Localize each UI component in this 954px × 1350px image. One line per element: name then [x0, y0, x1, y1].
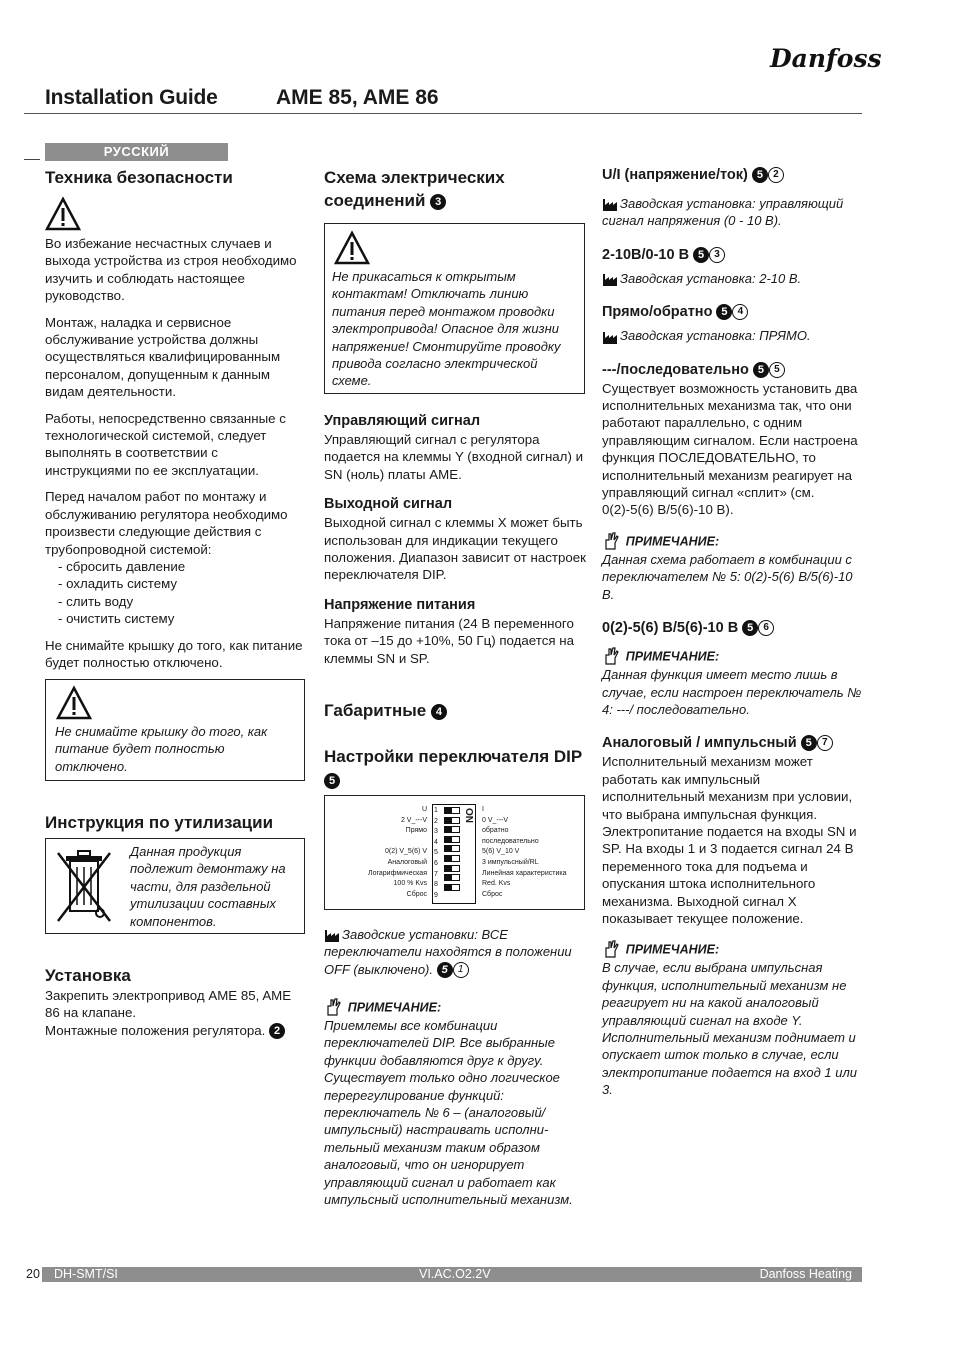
dip-switch [444, 874, 460, 881]
dip-left-label: 2 V_---V [400, 816, 427, 824]
figure-number: 3 [430, 194, 446, 210]
split-note: Данная функция имеет место лишь в случае, если настроен переключатель № 4: ---/ последовательно. [602, 667, 862, 717]
hand-note-icon [602, 646, 622, 666]
dip-title [324, 745, 586, 791]
dip-number: 2 [434, 817, 438, 825]
split-title [602, 619, 864, 638]
figure-number: 5 [801, 735, 817, 751]
sequence-title [602, 361, 864, 380]
analog-pulse-title [602, 734, 864, 753]
disposal-box [45, 838, 305, 934]
figure-sub-number: 2 [768, 167, 784, 183]
warning-icon [45, 197, 81, 231]
dip-right-label: Линейная характеристика [482, 869, 567, 877]
dip-switch-knob [445, 808, 452, 813]
dip-right-label: 5(6) V_10 V [482, 848, 520, 856]
control-signal-text: Управляющий сигнал с регулятора подается на клеммы Y (входной сигнал) и SN (ноль) платы AME. [324, 432, 583, 482]
warning-icon [334, 231, 370, 265]
dip-right-label: 3 импульсный/RL [482, 858, 539, 866]
dip-switches [444, 807, 460, 893]
figure-number: 5 [324, 773, 340, 789]
wiring-title [324, 166, 586, 212]
install-section [45, 964, 307, 1039]
footer-center: VI.AC.O2.2V [419, 1267, 491, 1281]
figure-number: 5 [693, 247, 709, 263]
ui-factory [602, 195, 864, 230]
dip-switch-knob [445, 827, 452, 832]
analog-pulse-text: Исполнительный механизм может работать как импульсный исполнительный механизм при условии, что выбрана импульсная функция. Электропитание подается на входы SN и SP. На входы 1 и 3 подается сигнал 24 В переменного тока для подъема и опускания штока исполнительного механизма. Выходной сигнал X показывает текущее положение. [602, 754, 857, 926]
figure-number: 4 [431, 704, 447, 720]
dip-number: 8 [434, 881, 438, 889]
direction-factory [602, 327, 864, 344]
split-title-text: 0(2)-5(6) В/5(6)-10 В [602, 620, 739, 637]
dip-left-label: 0(2) V_5(6) V [384, 848, 427, 856]
warning-box-cover [45, 679, 305, 781]
output-signal-text: Выходной сигнал с клеммы X может быть использован для индикации текущего положения. Диапазон зависит от настроек переключателя DIP. [324, 515, 586, 583]
dip-switch [444, 884, 460, 891]
dip-number: 3 [434, 828, 438, 836]
dip-switch [444, 807, 460, 814]
power-text: Напряжение питания (24 В переменного тока от –15 до +10%, 50 Гц) подается на клеммы SN и SP. [324, 615, 574, 666]
note-header-text: ПРИМЕЧАНИЕ: [625, 649, 720, 664]
dip-right-label: Сброс [482, 890, 503, 898]
list-item: - охладить систему [58, 576, 178, 592]
header-rule [24, 113, 862, 114]
note-header-text: ПРИМЕЧАНИЕ: [625, 942, 720, 957]
dip-left-label [325, 837, 427, 848]
dip-right-label: I [482, 806, 484, 813]
figure-number: 2 [269, 1023, 285, 1039]
dip-switch [444, 836, 460, 843]
power-title: Напряжение питания [324, 596, 476, 613]
safety-title: Техника безопасности [45, 168, 233, 187]
disposal-text: Данная продукция подлежит демонтажу на части, для раздельной утилизации составных компонентов. [130, 844, 286, 929]
install-paragraph-2 [45, 1022, 307, 1039]
dip-left-label: U [421, 806, 427, 813]
voltage-title-text: 2-10В/0-10 В [602, 246, 690, 263]
dip-on-label: ON [463, 808, 474, 823]
dip-switch [444, 855, 460, 862]
dip-right-label: Red. Kvs [482, 880, 511, 888]
safety-paragraph-2: Монтаж, наладка и сервисное обслуживание устройства должны осуществляться квалифицированным персоналом, допущенным к данным видам деятельности. [45, 314, 281, 400]
dip-left-label: Аналоговый [387, 858, 427, 866]
dims-section [324, 699, 586, 722]
dip-number: 1 [434, 807, 438, 814]
dip-right-label: последовательно [482, 837, 539, 845]
crossed-bin-icon [54, 845, 114, 925]
hand-note-icon [324, 997, 344, 1017]
dip-title-text: Настройки переключателя DIP [324, 747, 582, 766]
install-title: Установка [45, 966, 131, 985]
dip-number: 4 [434, 838, 438, 846]
header-model: AME 85, AME 86 [276, 86, 439, 109]
list-item: - сбросить давление [58, 558, 186, 574]
list-item: - очистить систему [58, 611, 175, 627]
dip-switch-knob [445, 875, 452, 880]
warning-box-wiring [324, 223, 585, 394]
dip-note [324, 997, 586, 1208]
dip-number: 9 [434, 891, 438, 899]
svg-text:Danfoss: Danfoss [770, 44, 882, 73]
warning-box-text: Не снимайте крышку до того, как питание будет полностью отключено. [55, 724, 268, 774]
factory-icon [324, 927, 342, 943]
danfoss-logo [768, 40, 882, 76]
dip-switch-knob [445, 885, 452, 890]
dip-right-label: обратно [482, 827, 509, 835]
analog-pulse-note: В случае, если выбрана импульсная функция, исполнительный механизм не реагирует ни на какой аналоговый управляющий сигнал на входе Y. Исполнительный механизм поднимает и опускает шток только в случае, если электропитание подается на вход 1 или 3. [602, 960, 858, 1098]
safety-paragraph-3: Работы, непосредственно связанные с технологической системой, следует выполнять в соответствии с инструкциями по ее эксплуатации. [45, 410, 286, 478]
factory-icon [602, 271, 620, 287]
safety-paragraph-5: Не снимайте крышку до того, как питание будет полностью отключено. [45, 637, 303, 670]
safety-paragraph-4: Перед началом работ по монтажу и обслуживанию регулятора необходимо произвести следующие действия с трубопроводной системой: [45, 489, 288, 557]
install-paragraph-2-text: Монтажные положения регулятора. [45, 1022, 266, 1038]
dims-title-text: Габаритные [324, 701, 427, 720]
sequence-note: Данная схема работает в комбинации с переключателем № 5: 0(2)-5(6) В/5(6)-10 В. [602, 551, 853, 602]
dip-number: 6 [434, 859, 438, 867]
dip-number: 7 [434, 870, 438, 878]
figure-number: 5 [742, 620, 758, 636]
figure-sub-number: 4 [732, 304, 748, 320]
figure-number: 5 [752, 167, 768, 183]
figure-number: 5 [437, 962, 453, 978]
voltage-factory-text: Заводская установка: 2-10 В. [620, 270, 802, 286]
ui-title-text: U/I (напряжение/ток) [602, 167, 748, 183]
note-header [602, 646, 864, 666]
list-item: - слить воду [58, 593, 134, 609]
hand-note-icon [602, 939, 622, 959]
dip-number: 5 [434, 849, 438, 857]
dims-title [324, 699, 586, 722]
header-title: Installation Guide [45, 86, 218, 109]
lang-tick [24, 159, 40, 160]
control-signal-title: Управляющий сигнал [324, 413, 481, 429]
dip-left-label: Сброс [406, 890, 427, 898]
footer-bar [24, 1267, 862, 1282]
column-2 [324, 166, 586, 212]
factory-text: Заводские установки: ВСЕ переключатели находятся в положении OFF (выключено). [324, 927, 572, 977]
dip-right-label: 0 V_---V [482, 816, 509, 824]
output-signal-title: Выходной сигнал [324, 496, 453, 513]
factory-icon [602, 196, 620, 212]
note-header [602, 939, 864, 959]
disposal-section [45, 811, 307, 834]
figure-sub-number: 1 [453, 962, 469, 978]
figure-sub-number: 6 [758, 620, 774, 636]
dip-left-labels [325, 805, 427, 900]
figure-sub-number: 3 [709, 247, 725, 263]
warning-box-text: Не прикасаться к открытым контактам! Отключать линию питания перед монтажом проводки электропривода! Опасное для жизни напряжение! Смонтируйте проводку привода согласно электрической схеме. [332, 269, 561, 389]
dip-left-label: Прямо [405, 827, 427, 835]
note-header [324, 997, 586, 1017]
page-number: 20 [24, 1267, 42, 1282]
dip-numbers [434, 806, 442, 901]
note-header-text: ПРИМЕЧАНИЕ: [347, 1000, 442, 1015]
column-3 [602, 166, 864, 1099]
dip-switch [444, 865, 460, 872]
ui-factory-text: Заводская установка: управляющий сигнал напряжения (0 - 10 В). [602, 196, 844, 229]
dip-switch [444, 826, 460, 833]
dip-left-label: Логарифмическая [367, 869, 427, 877]
dip-switch [444, 845, 460, 852]
dip-switch-knob [445, 866, 452, 871]
dip-switch [444, 817, 460, 824]
dip-section [324, 745, 586, 791]
dip-switch-block [432, 804, 476, 904]
dip-switch-knob [445, 846, 452, 851]
voltage-factory [602, 270, 864, 287]
voltage-title [602, 246, 864, 265]
direction-title [602, 303, 864, 322]
note-header-text: ПРИМЕЧАНИЕ: [625, 534, 720, 549]
safety-paragraph-1: Во избежание несчастных случаев и выхода устройства из строя необходимо изучить и соблюдать настоящее руководство. [45, 236, 297, 304]
dip-left-label: 100 % Kvs [393, 880, 427, 888]
figure-number: 5 [716, 304, 732, 320]
signals-section [324, 412, 586, 667]
factory-settings [324, 926, 586, 978]
safety-list [45, 558, 307, 628]
figure-sub-number: 5 [769, 362, 785, 378]
disposal-title: Инструкция по утилизации [45, 813, 274, 832]
note-text: Приемлемы все комбинации переключателей DIP. Все выбранные функции добавляются друг к другу. Существует только одно логическое перерегулирование функций: переключатель № 6 – (аналоговый/импульсный) настраивать исполни-тельный механизм таким образом аналоговый, что он игнорирует управляющий сигнал и работает как импульсный исполнительный механизм. [324, 1018, 573, 1208]
direction-title-text: Прямо/обратно [602, 304, 713, 321]
sequence-text: Существует возможность установить два исполнительных механизма так, что они работают параллельно, с одним управляющим сигналом. Если настроена функция ПОСЛЕДОВАТЕЛЬНО, то исполнительный механизм реагирует на управляющий сигнал «сплит» (см. 0(2)-5(6) В/5(6)-10 В). [602, 380, 858, 518]
sequence-title-text: ---/последовательно [602, 361, 749, 378]
dip-switch-knob [445, 856, 452, 861]
figure-number: 5 [753, 362, 769, 378]
wiring-title-text: Схема электрических соединений [324, 168, 505, 210]
footer-right: Danfoss Heating [759, 1267, 852, 1281]
dip-switch-knob [445, 837, 452, 842]
column-1 [45, 166, 307, 671]
dip-diagram [324, 795, 585, 910]
dip-right-labels [482, 805, 582, 900]
factory-icon [602, 329, 620, 345]
hand-note-icon [602, 531, 622, 551]
ui-title [602, 166, 864, 185]
analog-pulse-title-text: Аналоговый / импульсный [602, 735, 797, 752]
language-label: РУССКИЙ [45, 143, 228, 161]
install-paragraph-1: Закрепить электропривод AME 85, AME 86 на клапане. [45, 988, 292, 1021]
figure-sub-number: 7 [817, 735, 833, 751]
warning-icon [56, 686, 92, 720]
footer-left: DH-SMT/SI [54, 1267, 118, 1281]
note-header [602, 531, 864, 551]
dip-switch-knob [445, 818, 452, 823]
direction-factory-text: Заводская установка: ПРЯМО. [620, 328, 811, 344]
